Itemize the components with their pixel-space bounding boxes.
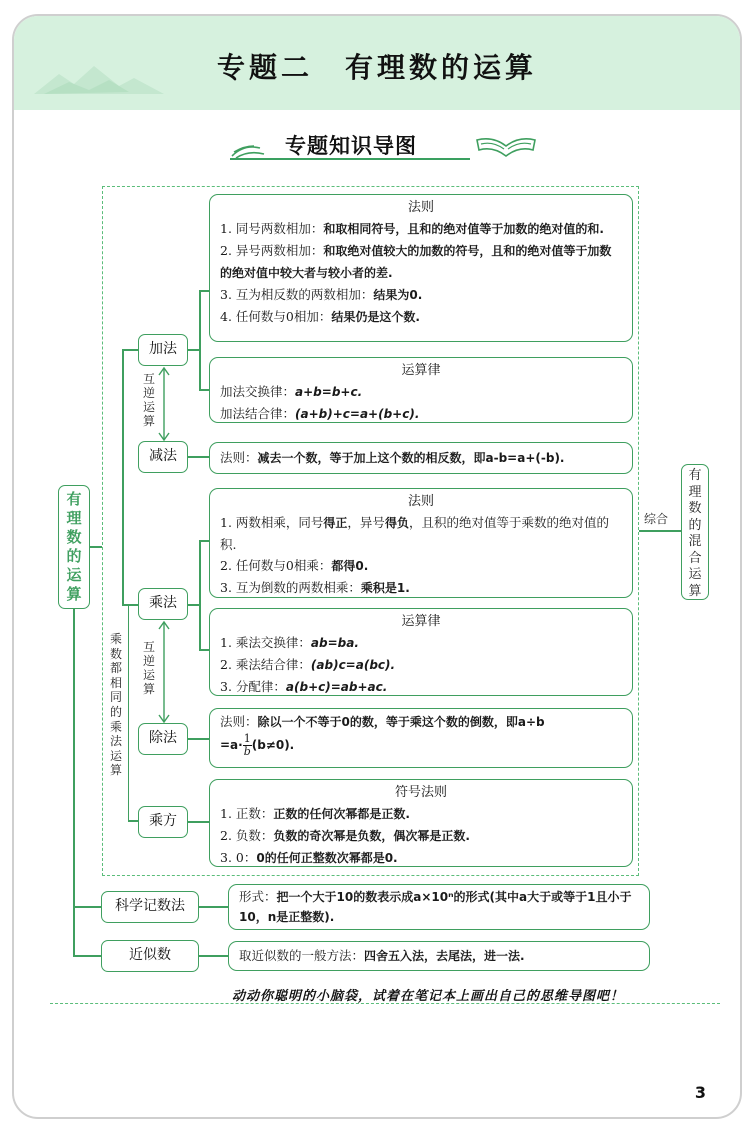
mul-laws-link xyxy=(199,649,209,651)
mul-rules-link xyxy=(199,540,209,542)
mul-group-trunk xyxy=(122,547,124,605)
mul-connector xyxy=(122,604,138,606)
right-label-synthesis: 综合 xyxy=(644,512,669,526)
subtitle-area xyxy=(230,128,550,164)
div-rule-line-1: 法则：除以一个不等于0的数，等于乘这个数的倒数，即a÷b xyxy=(220,714,545,729)
banner-title: 专题二 有理数的运算 xyxy=(216,51,537,84)
mul-note-vertical: 乘数都相同的乘法运算 xyxy=(109,632,122,778)
mul-rule-3: 3. 互为倒数的两数相乘：乘积是1. xyxy=(220,580,410,595)
add-rule-3: 3. 互为相反数的两数相加：结果为0. xyxy=(220,287,423,302)
subtitle-underline xyxy=(230,158,470,160)
inverse-label-add-sub: 互逆运算 xyxy=(142,372,155,428)
fraction: $\frac{1}{b}$ xyxy=(243,732,251,758)
add-law-associative: 加法结合律：(a+b)+c=a+(b+c). xyxy=(220,406,420,421)
sub-rule-box: 法则：减去一个数，等于加上这个数的相反数，即a-b=a+(-b). xyxy=(209,442,633,474)
page-number: 3 xyxy=(694,1083,706,1102)
add-laws-head: 运算律 xyxy=(401,363,441,378)
mul-law-commutative: 1. 乘法交换律：ab=ba. xyxy=(220,635,359,650)
root-down-trunk xyxy=(73,609,75,955)
add-node-out xyxy=(188,349,200,351)
node-div: 除法 xyxy=(138,723,188,755)
add-laws-box xyxy=(209,357,633,423)
node-pow: 乘方 xyxy=(138,806,188,838)
pow-rule-2: 2. 负数：负数的奇次幂是负数，偶次幂是正数. xyxy=(220,828,470,843)
sub-link xyxy=(188,456,209,458)
mul-rule-1: 1. 两数相乘，同号得正，异号得负，且积的绝对值等于乘数的绝对值的积. xyxy=(220,515,609,552)
inverse-label-mul-div: 互逆运算 xyxy=(142,640,155,696)
div-rule-line-2: =a· $\frac{1}{b}$ (b≠0). xyxy=(220,732,295,758)
mul-rule-2: 2. 任何数与0相乘：都得0. xyxy=(220,558,369,573)
mul-rules-box xyxy=(209,488,633,598)
book-icon xyxy=(475,132,537,160)
node-approx: 近似数 xyxy=(101,940,199,972)
add-laws-link xyxy=(199,389,209,391)
mul-laws-head: 运算律 xyxy=(401,614,441,629)
node-sub: 减法 xyxy=(138,441,188,473)
tip-dashed-line xyxy=(50,1003,720,1004)
add-rules-box xyxy=(209,194,633,342)
add-law-commutative: 加法交换律：a+b=b+c. xyxy=(220,384,363,399)
add-rule-4: 4. 任何数与0相加：结果仍是这个数. xyxy=(220,309,420,324)
add-rules-head: 法则 xyxy=(407,200,434,215)
approx-connector xyxy=(73,955,101,957)
mul-law-distributive: 3. 分配律：a(b+c)=ab+ac. xyxy=(220,679,388,694)
subtitle: 专题知识导图 xyxy=(285,133,417,158)
sci-rule-box: 形式：把一个大于10的数表示成a×10ⁿ的形式(其中a大于或等于1且小于10，n是正整数). xyxy=(228,884,650,930)
add-group-trunk xyxy=(122,349,124,547)
mul-brace-vertical xyxy=(199,540,201,650)
add-connector xyxy=(122,349,138,351)
right-connector xyxy=(639,530,681,532)
pow-connector xyxy=(128,820,138,822)
node-add: 加法 xyxy=(138,334,188,366)
sci-connector xyxy=(73,906,101,908)
pow-rule-1: 1. 正数：正数的任何次幂都是正数. xyxy=(220,806,410,821)
mul-law-associative: 2. 乘法结合律：(ab)c=a(bc). xyxy=(220,657,396,672)
add-rule-2: 2. 异号两数相加：和取绝对值较大的加数的符号，且和的绝对值等于加数的绝对值中较大者与较小者的差. xyxy=(220,243,612,280)
approx-link xyxy=(199,955,228,957)
title-banner xyxy=(14,16,740,110)
pow-rules-box xyxy=(209,779,633,867)
div-rule-box xyxy=(209,708,633,768)
node-sci: 科学记数法 xyxy=(101,891,199,923)
node-mixed-operations: 有理数的混合运算 xyxy=(681,464,709,600)
footer-tip: 动动你聪明的小脑袋，试着在笔记本上画出自己的思维导图吧！ xyxy=(232,989,625,1004)
sci-link xyxy=(199,906,228,908)
div-link xyxy=(188,738,209,740)
root-node-rational-operations: 有理数的运算 xyxy=(58,485,90,609)
add-rules-link xyxy=(199,290,209,292)
mul-rules-head: 法则 xyxy=(407,494,434,509)
pow-rule-3: 3. 0：0的任何正整数次幂都是0. xyxy=(220,850,398,865)
mul-laws-box xyxy=(209,608,633,696)
root-connector xyxy=(90,546,102,548)
node-mul: 乘法 xyxy=(138,588,188,620)
approx-rule-box: 取近似数的一般方法：四舍五入法，去尾法，进一法. xyxy=(228,941,650,971)
pow-rules-head: 符号法则 xyxy=(394,785,447,800)
pow-branch-vertical xyxy=(128,604,129,822)
add-rule-1: 1. 同号两数相加：和取相同符号，且和的绝对值等于加数的绝对值的和. xyxy=(220,221,604,236)
pow-link xyxy=(188,821,209,823)
mul-node-out xyxy=(188,604,200,606)
add-brace-vertical xyxy=(199,290,201,390)
